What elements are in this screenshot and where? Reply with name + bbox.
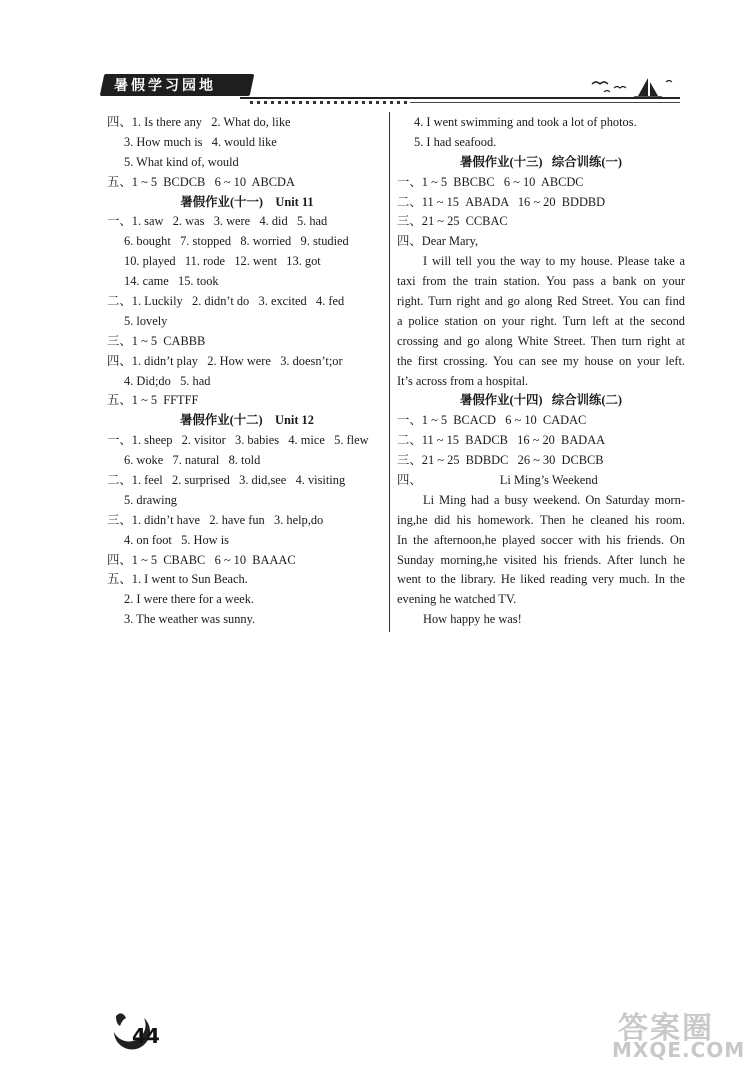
answer-line: 三、1 ~ 5 CABBB (107, 333, 206, 348)
answer-line: 一、1 ~ 5 BCACD 6 ~ 10 CADAC (397, 413, 587, 428)
answer-line: 一、1 ~ 5 BBCBC 6 ~ 10 ABCDC (397, 174, 584, 189)
section-heading: 暑假作业(十四) 综合训练(二) (459, 393, 623, 408)
answer-line: 3. How much is 4. would like (124, 134, 277, 149)
answer-line: 四、1. Is there any 2. What do, like (107, 115, 291, 129)
answer-line: 一、1. sheep 2. visitor 3. babies 4. mice 5. flew (107, 433, 369, 448)
essay-line: How happy he was! (423, 612, 522, 627)
letter-line: a police station on your right. Turn left at the second (397, 313, 685, 328)
letter-line: It’s across from a hospital. (397, 373, 529, 388)
answer-line: 6. bought 7. stopped 8. worried 9. studied (124, 234, 349, 249)
answer-line: 二、1. Luckily 2. didn’t do 3. excited 4. fed (107, 294, 345, 309)
answer-line: 2. I were there for a week. (124, 592, 255, 607)
header-dotted-rule (250, 101, 410, 104)
answer-line: 五、1. I went to Sun Beach. (107, 572, 248, 587)
essay-line: In the afternoon,he played soccer with his friends. On (397, 532, 685, 547)
answer-line: 五、1 ~ 5 FFTFF (107, 393, 199, 408)
answer-line: 4. I went swimming and took a lot of photos. (414, 115, 637, 129)
answer-line: 4. Did;do 5. had (124, 373, 211, 388)
answer-line: 14. came 15. took (124, 274, 219, 289)
essay-title-line (397, 471, 685, 491)
right-column (397, 113, 685, 630)
essay-line: Sunday morning,he visited his friends. After lunch he (397, 552, 685, 567)
answer-line: 四、1. didn’t play 2. How were 3. doesn’t;or (107, 353, 343, 368)
answer-line: 三、1. didn’t have 2. have fun 3. help,do (107, 512, 324, 527)
section-heading: 暑假作业(十二) Unit 12 (180, 413, 314, 428)
section-heading: 暑假作业(十一) Unit 11 (180, 194, 314, 209)
answer-line: 5. I had seafood. (414, 134, 497, 149)
left-column (107, 113, 387, 630)
answer-line: 三、21 ~ 25 BDBDC 26 ~ 30 DCBCB (397, 453, 604, 468)
answer-line: 二、11 ~ 15 BADCB 16 ~ 20 BADAA (397, 433, 606, 448)
answer-line: 5. lovely (124, 313, 168, 328)
answer-line: 四、Dear Mary, (397, 234, 479, 249)
essay-line: Li Ming had a busy weekend. On Saturday morn- (423, 492, 685, 507)
answer-line: 二、1. feel 2. surprised 3. did,see 4. visiting (107, 473, 346, 488)
answer-line: 5. What kind of, would (124, 154, 239, 169)
answer-line: 一、1. saw 2. was 3. were 4. did 5. had (107, 214, 328, 229)
letter-line: I will tell you the way to my house. Please take a (423, 254, 685, 269)
letter-line: the first crossing. You can see my house on your left. (397, 353, 685, 368)
answer-line: 10. played 11. rode 12. went 13. got (124, 254, 321, 269)
answer-line: 4. on foot 5. How is (124, 532, 229, 547)
question-number: 四、 (397, 473, 422, 488)
letter-line: crossing and go along White Street. Then turn right at (397, 333, 685, 348)
watermark: 答案圈 (618, 1011, 714, 1046)
answer-line: 6. woke 7. natural 8. told (124, 453, 261, 468)
essay-line: ing,he did his homework. Then he cleaned his room. (397, 512, 685, 527)
letter-line: taxi from the train station. You pass a bank on your (397, 274, 685, 289)
watermark-url: MXQE.COM (612, 1038, 746, 1062)
answer-line: 五、1 ~ 5 BCDCB 6 ~ 10 ABCDA (107, 174, 295, 189)
letter-line: right. Turn right and go along Red Street. You can find (397, 294, 685, 309)
essay-line: evening he watched TV. (397, 592, 517, 607)
essay-title: Li Ming’s Weekend (499, 473, 598, 488)
answer-line: 二、11 ~ 15 ABADA 16 ~ 20 BDDBD (397, 194, 606, 209)
answer-line: 四、1 ~ 5 CBABC 6 ~ 10 BAAAC (107, 552, 296, 567)
header-banner-title: 暑假学习园地 (114, 78, 216, 94)
page-number: 44 (132, 1024, 160, 1048)
answer-line: 5. drawing (124, 492, 177, 507)
header-thin-rule (410, 102, 680, 103)
answer-line: 三、21 ~ 25 CCBAC (397, 214, 508, 229)
column-divider (389, 112, 390, 632)
answer-line: 3. The weather was sunny. (124, 612, 256, 627)
birds-sailboat-icon (590, 76, 680, 98)
section-heading: 暑假作业(十三) 综合训练(一) (459, 154, 623, 169)
essay-line: went to the library. He liked reading very much. In the (397, 572, 685, 587)
